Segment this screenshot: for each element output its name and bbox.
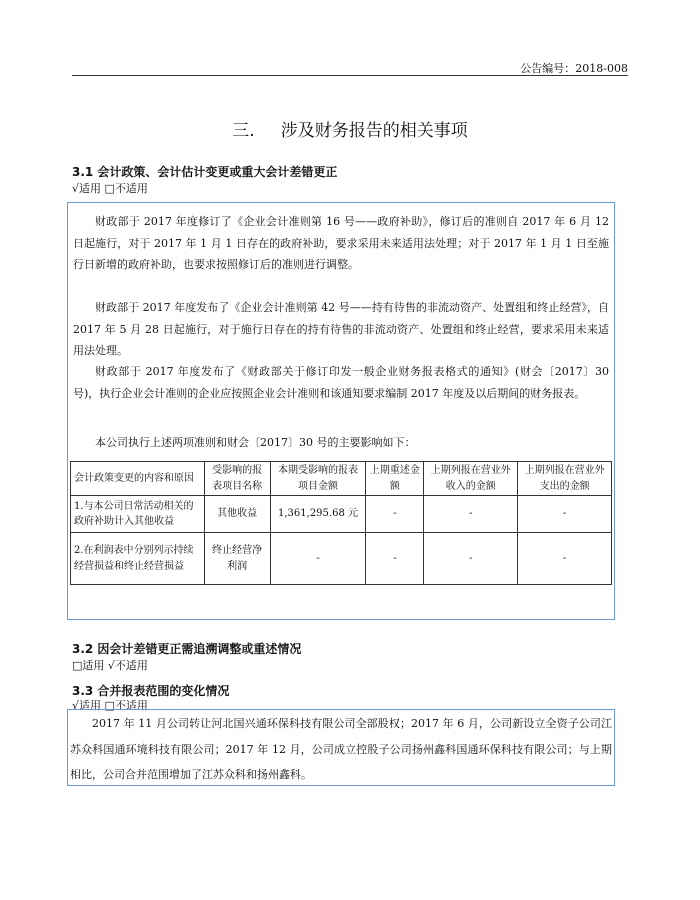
content-box-3-3 (67, 709, 615, 786)
paragraph-2: 财政部于 2017 年度发布了《企业会计准则第 42 号——持有待售的非流动资产、处置组和终止经营》，自 2017 年 5 月 28 日起施行，对于施行日存在的持有待售的非流动资产、处置组和终止经营，要求采用未来适用法处理。 (73, 301, 609, 357)
table-header-cell: 会计政策变更的内容和原因 (71, 462, 205, 496)
paragraph-4: 本公司执行上述两项准则和财会〔2017〕30 号的主要影响如下： (95, 436, 416, 449)
section-number: 三. (232, 121, 255, 141)
notice-number: 公告编号：2018-008 (520, 62, 628, 75)
table-cell: 1.与本公司日常活动相关的政府补助计入其他收益 (71, 496, 205, 533)
table-row (71, 533, 612, 585)
section-title-text: 涉及财务报告的相关事项 (280, 121, 468, 141)
content-box-3-1 (67, 202, 615, 620)
options-3-1: √适用 □不适用 (72, 182, 148, 195)
table-header-row (71, 462, 612, 496)
table-cell: - (366, 496, 424, 533)
table-cell: - (518, 533, 612, 585)
table-cell: 1,361,295.68 元 (270, 496, 366, 533)
table-cell: 2.在利润表中分别列示持续经营损益和终止经营损益 (71, 533, 205, 585)
heading-3-2: 3.2 因会计差错更正需追溯调整或重述情况 (72, 642, 302, 656)
heading-3-3: 3.3 合并报表范围的变化情况 (72, 684, 230, 698)
table-header-cell: 上期重述金额 (366, 462, 424, 496)
heading-3-1: 3.1 会计政策、会计估计变更或重大会计差错更正 (72, 165, 338, 179)
paragraph-3-3: 2017 年 11 月公司转让河北国兴通环保科技有限公司全部股权；2017 年 6 月，公司新设立全资子公司江苏众科国通环境科技有限公司；2017 年 12 月，公司成立控股子公司扬州鑫科国通环保科技有限公司；与上期相比，公司合并范围增加了江苏众科和扬州鑫科。 (70, 717, 612, 781)
header-divider (72, 75, 628, 76)
table-cell: - (424, 496, 518, 533)
table-cell: 其他收益 (204, 496, 270, 533)
table-header-cell: 受影响的报表项目名称 (204, 462, 270, 496)
paragraph-1: 财政部于 2017 年度修订了《企业会计准则第 16 号——政府补助》，修订后的准则自 2017 年 6 月 12 日起施行，对于 2017 年 1 月 1 日存在的政府补助，要求采用未来适用法处理；对于 2017 年 1 月 1 日至施行日新增的政府补助，也要求按照修订后的准则进行调整。 (73, 215, 609, 271)
options-3-2: □适用 √不适用 (72, 659, 148, 672)
table-row (71, 496, 612, 533)
paragraph-3: 财政部于 2017 年度发布了《财政部关于修订印发一般企业财务报表格式的通知》(财会〔2017〕30 号)，执行企业会计准则的企业应按照企业会计准则和该通知要求编制 2017 年度及以后期间的财务报表。 (73, 365, 609, 400)
options-3-3: √适用 □不适用 (72, 699, 148, 712)
section-title (0, 116, 700, 141)
table-cell: - (424, 533, 518, 585)
impact-table (70, 461, 612, 585)
table-cell: 终止经营净利润 (204, 533, 270, 585)
table-header-cell: 本期受影响的报表项目金额 (270, 462, 366, 496)
table-cell: - (270, 533, 366, 585)
table-header-cell: 上期列报在营业外支出的金额 (518, 462, 612, 496)
table-cell: - (366, 533, 424, 585)
table-cell: - (518, 496, 612, 533)
table-header-cell: 上期列报在营业外收入的金额 (424, 462, 518, 496)
